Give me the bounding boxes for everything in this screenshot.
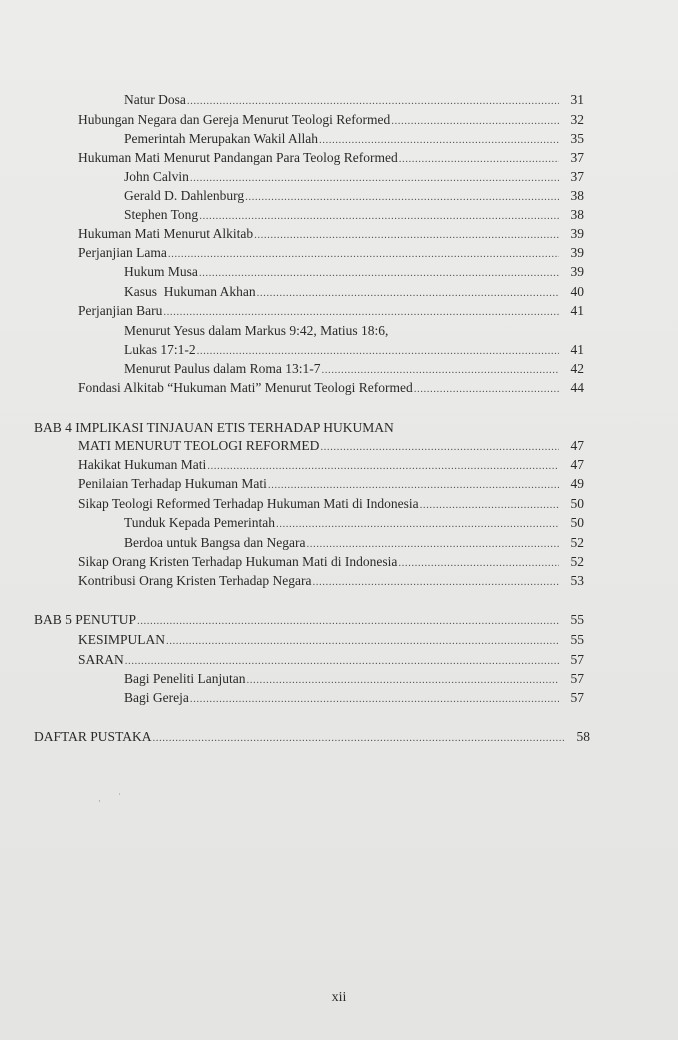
toc-entry-label: Natur Dosa [124, 92, 186, 107]
toc-entry-page: 55 [570, 612, 584, 627]
toc-entry-hakikat-hukuman-mati[interactable] [78, 457, 584, 474]
toc-entry-continuation-line: Menurut Yesus dalam Markus 9:42, Matius 18:6, [124, 323, 389, 338]
toc-entry-label: Fondasi Alkitab “Hukuman Mati” Menurut Teologi Reformed [78, 380, 413, 395]
toc-entry-label: SARAN [78, 652, 124, 667]
toc-entry-bagi-gereja[interactable] [124, 690, 584, 707]
leader-dots [207, 458, 559, 474]
toc-entry-label: Bagi Gereja [124, 690, 189, 705]
toc-entry-hukuman-mati-alkitab[interactable] [78, 226, 584, 243]
toc-entry-page: 55 [570, 632, 584, 647]
toc-entry-page: 47 [570, 438, 584, 453]
toc-entry-penilaian[interactable] [78, 476, 584, 493]
toc-entry-perjanjian-baru[interactable] [78, 303, 584, 320]
leader-dots [257, 285, 559, 301]
toc-entry-label: Stephen Tong [124, 207, 199, 222]
toc-entry-kasus-akhan[interactable] [124, 284, 584, 301]
toc-entry-page: 37 [570, 150, 584, 165]
toc-entry-bagi-peneliti[interactable] [124, 671, 584, 688]
toc-entry-label: Kasus Hukuman Akhan [124, 284, 256, 299]
leader-dots [163, 304, 559, 320]
toc-entry-tunduk-pemerintah[interactable] [124, 515, 584, 532]
toc-entry-page: 41 [570, 342, 584, 357]
toc-entry-hukum-musa[interactable] [124, 264, 584, 281]
toc-entry-page: 57 [570, 690, 584, 705]
toc-entry-label: Pemerintah Merupakan Wakil Allah [124, 131, 318, 146]
toc-entry-page: 57 [570, 652, 584, 667]
toc-entry-john-calvin[interactable] [124, 169, 584, 186]
toc-entry-stephen-tong[interactable] [124, 207, 584, 224]
leader-dots [414, 381, 559, 397]
page-number: xii [331, 990, 347, 1005]
toc-entry-label: MATI MENURUT TEOLOGI REFORMED [78, 438, 320, 453]
toc-entry-daftar-pustaka[interactable] [34, 729, 590, 746]
toc-entry-label: Perjanjian Lama [78, 245, 167, 260]
toc-entry-label: Kontribusi Orang Kristen Terhadap Negara [78, 573, 312, 588]
toc-entry-lukas[interactable] [124, 342, 584, 359]
leader-dots [420, 497, 559, 513]
toc-entry-label: Hubungan Negara dan Gereja Menurut Teologi Reformed [78, 112, 391, 127]
leader-dots [254, 227, 559, 243]
toc-entry-page: 40 [570, 284, 584, 299]
toc-entry-label: John Calvin [124, 169, 189, 184]
toc-entry-page: 52 [570, 535, 584, 550]
toc-entry-label: Gerald D. Dahlenburg [124, 188, 245, 203]
toc-entry-label: Berdoa untuk Bangsa dan Negara [124, 535, 306, 550]
toc-entry-fondasi-alkitab[interactable] [78, 380, 584, 397]
toc-entry-label: Penilaian Terhadap Hukuman Mati [78, 476, 267, 491]
toc-entry-label: KESIMPULAN [78, 632, 166, 647]
toc-entry-page: 49 [570, 476, 584, 491]
chapter-4-heading: BAB 4 IMPLIKASI TINJAUAN ETIS TERHADAP HUKUMAN [34, 420, 394, 435]
leader-dots [245, 189, 559, 205]
leader-dots [152, 730, 565, 746]
toc-entry-saran[interactable] [78, 652, 584, 669]
toc-entry-paulus-roma[interactable] [124, 361, 584, 378]
leader-dots [168, 246, 559, 262]
toc-entry-label: Sikap Orang Kristen Terhadap Hukuman Mati di Indonesia [78, 554, 398, 569]
toc-entry-page: 41 [570, 303, 584, 318]
leader-dots [199, 265, 559, 281]
leader-dots [197, 343, 559, 359]
toc-entry-label: Hakikat Hukuman Mati [78, 457, 207, 472]
toc-entry-page: 53 [570, 573, 584, 588]
toc-entry-page: 39 [570, 245, 584, 260]
scan-speck: ˙ [118, 792, 121, 802]
toc-entry-page: 39 [570, 264, 584, 279]
toc-entry-label: Tunduk Kepada Pemerintah [124, 515, 275, 530]
toc-entry-sikap-orang-kristen[interactable] [78, 554, 584, 571]
toc-entry-label: Menurut Paulus dalam Roma 13:1-7 [124, 361, 321, 376]
toc-entry-page: 32 [570, 112, 584, 127]
leader-dots [306, 536, 559, 552]
leader-dots [399, 151, 559, 167]
toc-entry-page: 37 [570, 169, 584, 184]
toc-entry-label: Hukum Musa [124, 264, 198, 279]
toc-entry-bab4-mati-menurut[interactable] [78, 438, 584, 455]
toc-entry-label: Bagi Peneliti Lanjutan [124, 671, 246, 686]
leader-dots [319, 132, 559, 148]
leader-dots [166, 633, 559, 649]
toc-entry-natur-dosa[interactable] [124, 92, 584, 109]
leader-dots [321, 362, 559, 378]
scan-speck: · [98, 796, 101, 806]
toc-entry-page: 44 [570, 380, 584, 395]
toc-entry-page: 38 [570, 207, 584, 222]
toc-entry-pemerintah-wakil-allah[interactable] [124, 131, 584, 148]
toc-entry-page: 58 [576, 729, 590, 744]
toc-entry-sikap-teologi-reformed[interactable] [78, 496, 584, 513]
leader-dots [187, 93, 559, 109]
toc-entry-page: 50 [570, 515, 584, 530]
toc-entry-kontribusi[interactable] [78, 573, 584, 590]
leader-dots [199, 208, 559, 224]
toc-entry-label: Perjanjian Baru [78, 303, 163, 318]
leader-dots [268, 477, 559, 493]
toc-entry-label: BAB 5 PENUTUP [34, 612, 137, 627]
leader-dots [246, 672, 559, 688]
toc-entry-label: Lukas 17:1-2 [124, 342, 196, 357]
leader-dots [190, 691, 559, 707]
toc-entry-label: Hukuman Mati Menurut Pandangan Para Teolog Reformed [78, 150, 398, 165]
leader-dots [125, 653, 559, 669]
toc-entry-hubungan-negara-gereja[interactable] [78, 112, 584, 129]
toc-entry-label: Hukuman Mati Menurut Alkitab [78, 226, 254, 241]
toc-entry-page: 47 [570, 457, 584, 472]
toc-entry-page: 31 [570, 92, 584, 107]
leader-dots [137, 613, 559, 629]
leader-dots [190, 170, 559, 186]
toc-entry-bab5-penutup[interactable] [34, 612, 584, 629]
leader-dots [398, 555, 559, 571]
toc-entry-page: 38 [570, 188, 584, 203]
toc-entry-label: DAFTAR PUSTAKA [34, 729, 152, 744]
leader-dots [320, 439, 559, 455]
leader-dots [276, 516, 559, 532]
toc-entry-page: 57 [570, 671, 584, 686]
toc-entry-gerald-dahlenburg[interactable] [124, 188, 584, 205]
leader-dots [312, 574, 559, 590]
toc-entry-page: 35 [570, 131, 584, 146]
toc-entry-label: Sikap Teologi Reformed Terhadap Hukuman Mati di Indonesia [78, 496, 419, 511]
leader-dots [391, 113, 559, 129]
toc-entry-page: 50 [570, 496, 584, 511]
toc-entry-page: 39 [570, 226, 584, 241]
toc-entry-berdoa[interactable] [124, 535, 584, 552]
toc-entry-kesimpulan[interactable] [78, 632, 584, 649]
toc-entry-page: 52 [570, 554, 584, 569]
toc-entry-hukuman-mati-teolog[interactable] [78, 150, 584, 167]
toc-entry-page: 42 [570, 361, 584, 376]
toc-entry-perjanjian-lama[interactable] [78, 245, 584, 262]
